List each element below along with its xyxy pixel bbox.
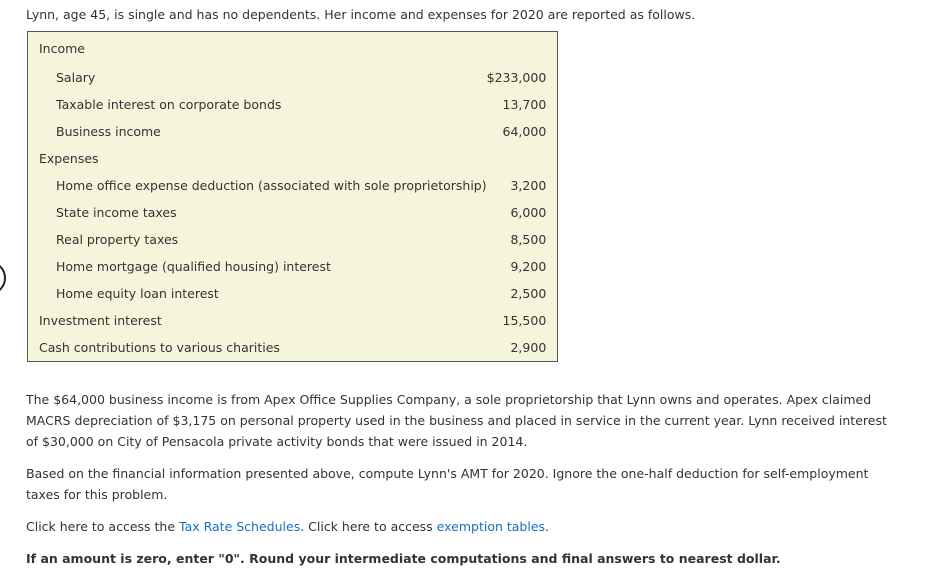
row-label: Expenses [39,151,99,166]
exemption-tables-link[interactable]: exemption tables [436,519,546,534]
row-amount: 2,900 [510,340,547,355]
row-label: Home office expense deduction (associated with sole proprietorship) [56,178,487,193]
intro-text: Lynn, age 45, is single and has no dependents. Her income and expenses for 2020 are reported as follows. [26,7,696,22]
row-amount: 13,700 [502,97,547,112]
row-label: Investment interest [39,313,162,328]
row-label: Business income [56,124,161,139]
income-expense-table [27,31,558,362]
table-row [28,334,558,362]
instruction-text: If an amount is zero, enter "0". Round your intermediate computations and final answers to nearest dollar. [26,551,781,566]
table-row [28,64,558,91]
row-amount [487,32,558,65]
row-label: Taxable interest on corporate bonds [56,97,282,112]
table-row [28,145,558,172]
row-label: Salary [56,70,96,85]
row-label: Home equity loan interest [56,286,219,301]
table-row [28,307,558,334]
row-label: Income [39,40,85,56]
row-amount: 3,200 [510,178,547,193]
row-amount: 8,500 [510,232,547,247]
row-amount: 6,000 [510,205,547,220]
table-row [28,253,558,280]
links-paragraph [26,516,896,537]
table-row [28,91,558,118]
row-amount: $233,000 [486,70,547,85]
table-row [28,280,558,307]
row-label: Home mortgage (qualified housing) interest [56,259,331,274]
row-amount [487,145,558,172]
row-amount: 9,200 [510,259,547,274]
row-label: Cash contributions to various charities [39,340,280,355]
links-middle: . Click here to access [300,519,437,534]
row-amount: 15,500 [502,313,547,328]
table-row [28,172,558,199]
circle-edge-icon [0,261,6,295]
table-body [28,32,558,362]
table-row [28,199,558,226]
links-prefix: Click here to access the [26,519,180,534]
table-row [28,118,558,145]
row-amount: 2,500 [510,286,547,301]
business-income-paragraph: The $64,000 business income is from Apex Office Supplies Company, a sole proprietorship that Lynn owns and operates. Apex claimed MACRS depreciation of $3,175 on personal property used in the business and placed in service in the current year. Lynn received interest of $30,000 on City of Pensacola private activity bonds that were issued in 2014. [26,392,887,449]
table-row [28,32,558,65]
table-row [28,226,558,253]
row-label: Real property taxes [56,232,179,247]
row-amount: 64,000 [502,124,547,139]
row-label: State income taxes [56,205,177,220]
links-suffix: . [545,519,550,534]
tax-rate-schedules-link[interactable]: Tax Rate Schedules [179,519,301,534]
task-paragraph: Based on the financial information presented above, compute Lynn's AMT for 2020. Ignore the one-half deduction for self-employment taxes for this problem. [26,466,869,502]
